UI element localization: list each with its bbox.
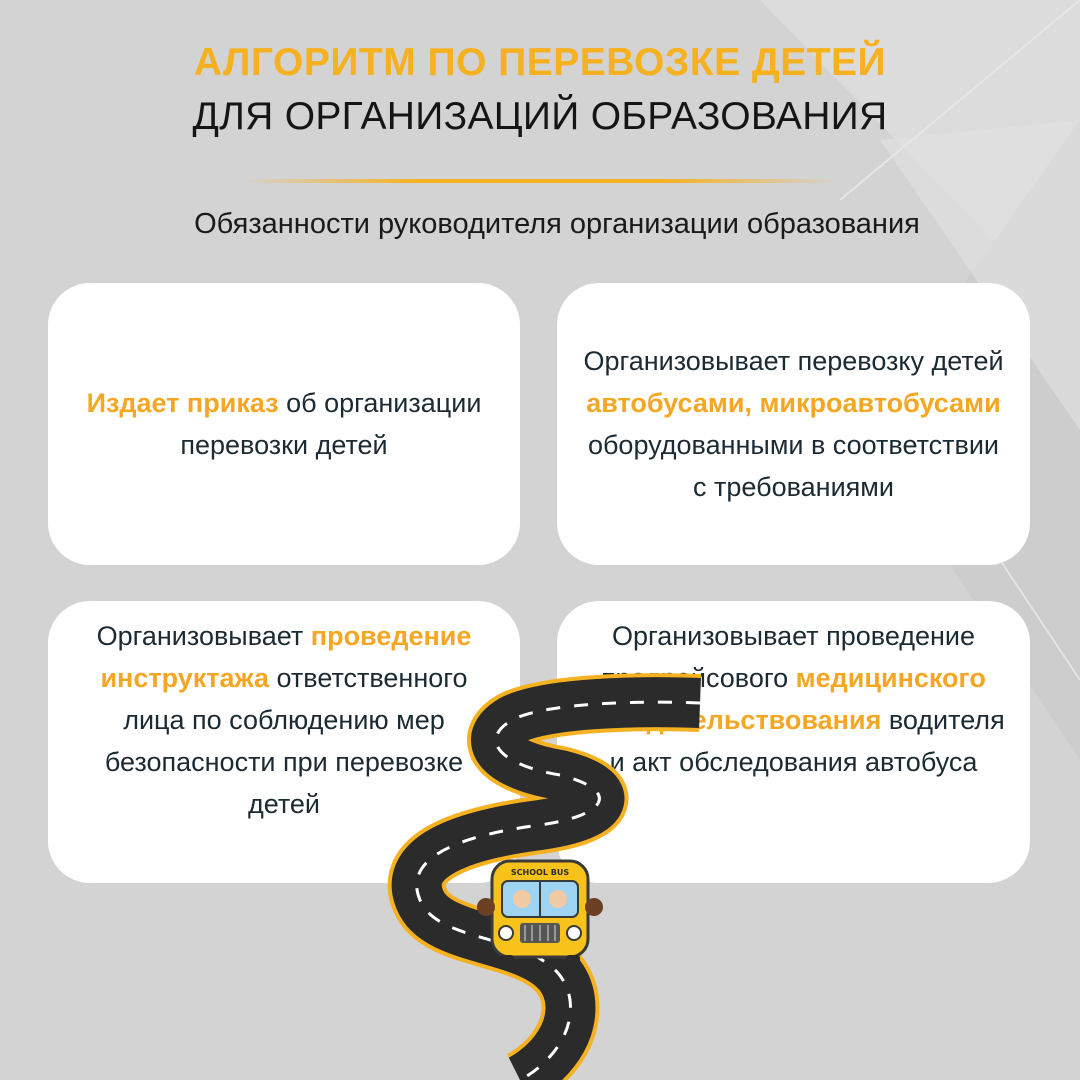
duty-card-text: [48, 615, 520, 825]
duty-card-body: ответственного лица по соблюдению мер безопасности при перевозке детей: [104, 663, 468, 819]
bus-sign: SCHOOL BUS: [510, 868, 570, 877]
duty-card-transport: [557, 283, 1030, 565]
duty-card-body: водителя и акт обследования автобуса: [609, 705, 1005, 777]
duty-card-order: [48, 283, 520, 565]
duty-card-highlight: Издает приказ: [86, 388, 279, 418]
page-title: АЛГОРИТМ ПО ПЕРЕВОЗКЕ ДЕТЕЙ: [193, 41, 887, 84]
duty-card-text: [48, 382, 520, 466]
duty-card-body: об организации перевозки детей: [180, 388, 482, 460]
duty-card-medical: [557, 601, 1030, 883]
duty-card-highlight: проведение инструктажа: [100, 621, 472, 693]
duty-card-highlight: медицинского освидетельствования: [582, 663, 986, 735]
duty-card-body: оборудованными в соответствии с требованиями: [587, 430, 1000, 502]
duty-card-text: [557, 340, 1030, 508]
page-subtitle: Обязанности руководителя организации образования: [194, 208, 920, 240]
school-bus-icon: [470, 855, 610, 980]
duty-card-body: Организовывает: [96, 621, 311, 651]
header: [0, 38, 1080, 142]
page-title-second-line: ДЛЯ ОРГАНИЗАЦИЙ ОБРАЗОВАНИЯ: [192, 95, 888, 138]
duty-card-body: Организовывает проведение предрейсового: [601, 621, 976, 693]
title-divider: [240, 179, 840, 183]
duty-card-body: Организовывает перевозку детей: [583, 346, 1004, 376]
duty-card-text: [557, 615, 1030, 783]
duty-card-briefing: [48, 601, 520, 883]
duty-card-highlight: автобусами, микроавтобусами: [586, 388, 1001, 418]
